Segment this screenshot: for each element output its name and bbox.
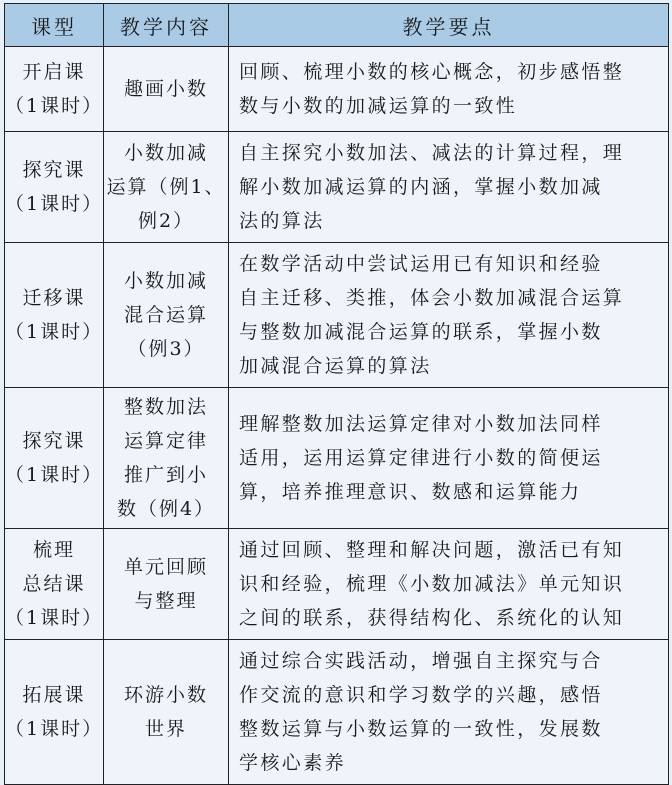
lesson-plan-table-container (4, 3, 668, 773)
teaching-points-cell-line: 理解整数加法运算定律对小数加法同样 (239, 413, 603, 435)
table-row (5, 47, 669, 132)
teaching-points-cell (229, 243, 669, 388)
lesson-type-cell-line: （1课时） (5, 607, 104, 629)
table-row (5, 243, 669, 388)
teaching-points-cell (229, 132, 669, 243)
teaching-content-cell (104, 640, 229, 785)
teaching-points-cell (229, 640, 669, 785)
lesson-type-cell-line: 梳理 (32, 539, 75, 561)
table-row (5, 132, 669, 243)
teaching-points-cell-line: 在数学活动中尝试运用已有知识和经验 (239, 253, 603, 275)
lesson-type-cell-line: 总结课 (22, 573, 86, 595)
lesson-type-cell-line: （1课时） (5, 718, 104, 740)
teaching-points-cell-line: 自主探究小数加法、减法的计算过程，理 (239, 142, 625, 164)
lesson-type-cell (5, 640, 104, 785)
teaching-content-cell-line: 例2） (137, 210, 195, 232)
teaching-points-cell-line: 数与小数的加减运算的一致性 (239, 95, 518, 117)
teaching-points-cell-line: 学核心素养 (239, 752, 347, 774)
teaching-content-cell-line: 世界 (144, 718, 187, 740)
lesson-type-cell-line: 迁移课 (22, 287, 86, 309)
teaching-points-cell-line: 识和经验，梳理《小数加减法》单元知识 (239, 573, 625, 595)
lesson-type-cell-line: （1课时） (5, 193, 104, 215)
teaching-content-cell-line: 小数加减 (123, 270, 208, 292)
lesson-type-cell-line: （1课时） (5, 321, 104, 343)
teaching-points-cell-line: 加减混合运算的算法 (239, 355, 432, 377)
teaching-points-cell-line: 解小数加减运算的内涵，掌握小数加减 (239, 176, 603, 198)
lesson-type-cell-line: （1课时） (5, 95, 104, 117)
teaching-content-cell-line: 数（例4） (116, 498, 216, 520)
teaching-points-cell-line: 作交流的意识和学习数学的兴趣，感悟 (239, 684, 603, 706)
teaching-content-cell-line: 运算定律 (123, 430, 208, 452)
teaching-content-cell-line: 推广到小 (123, 464, 208, 486)
header-row (5, 4, 669, 47)
teaching-content-cell (104, 47, 229, 132)
lesson-type-cell-line: 拓展课 (22, 684, 86, 706)
teaching-content-cell-line: 整数加法 (123, 396, 208, 418)
teaching-content-cell (104, 132, 229, 243)
lesson-type-cell (5, 132, 104, 243)
teaching-points-cell-line: 通过综合实践活动，增强自主探究与合 (239, 650, 603, 672)
teaching-points-cell-line: 自主迁移、类推，体会小数加减混合运算 (239, 287, 625, 309)
teaching-content-cell-line: 环游小数 (123, 684, 208, 706)
lesson-type-cell (5, 47, 104, 132)
teaching-points-cell-line: 适用，运用运算定律进行小数的简便运 (239, 447, 603, 469)
teaching-points-cell-line: 算，培养推理意识、数感和运算能力 (239, 481, 582, 503)
teaching-content-cell-line: 与整理 (134, 590, 198, 612)
teaching-content-cell (104, 243, 229, 388)
table-row (5, 529, 669, 640)
teaching-content-cell-line: 运算（例1、 (106, 176, 226, 198)
teaching-points-cell (229, 47, 669, 132)
lesson-type-cell-line: 开启课 (22, 61, 86, 83)
lesson-type-cell-line: 探究课 (22, 430, 86, 452)
header-lesson-type: 课型 (5, 4, 104, 47)
teaching-content-cell-line: 趣画小数 (123, 78, 208, 100)
lesson-type-cell-line: 探究课 (22, 159, 86, 181)
teaching-points-cell (229, 388, 669, 529)
lesson-type-cell (5, 388, 104, 529)
lesson-plan-table (4, 3, 669, 785)
lesson-type-cell (5, 243, 104, 388)
teaching-points-cell-line: 通过回顾、整理和解决问题，激活已有知 (239, 539, 625, 561)
teaching-points-cell-line: 之间的联系，获得结构化、系统化的认知 (239, 607, 625, 629)
header-teaching-content: 教学内容 (104, 4, 229, 47)
teaching-content-cell (104, 529, 229, 640)
header-teaching-points: 教学要点 (229, 4, 669, 47)
teaching-points-cell-line: 法的算法 (239, 210, 325, 232)
teaching-content-cell-line: （例3） (127, 338, 205, 360)
teaching-points-cell-line: 整数运算与小数运算的一致性，发展数 (239, 718, 603, 740)
teaching-content-cell-line: 单元回顾 (123, 556, 208, 578)
teaching-content-cell-line: 小数加减 (123, 142, 208, 164)
teaching-content-cell-line: 混合运算 (123, 304, 208, 326)
teaching-points-cell-line: 与整数加减混合运算的联系，掌握小数 (239, 321, 603, 343)
teaching-points-cell (229, 529, 669, 640)
lesson-type-cell (5, 529, 104, 640)
table-row (5, 640, 669, 785)
teaching-content-cell (104, 388, 229, 529)
table-row (5, 388, 669, 529)
teaching-points-cell-line: 回顾、梳理小数的核心概念，初步感悟整 (239, 61, 625, 83)
lesson-type-cell-line: （1课时） (5, 464, 104, 486)
